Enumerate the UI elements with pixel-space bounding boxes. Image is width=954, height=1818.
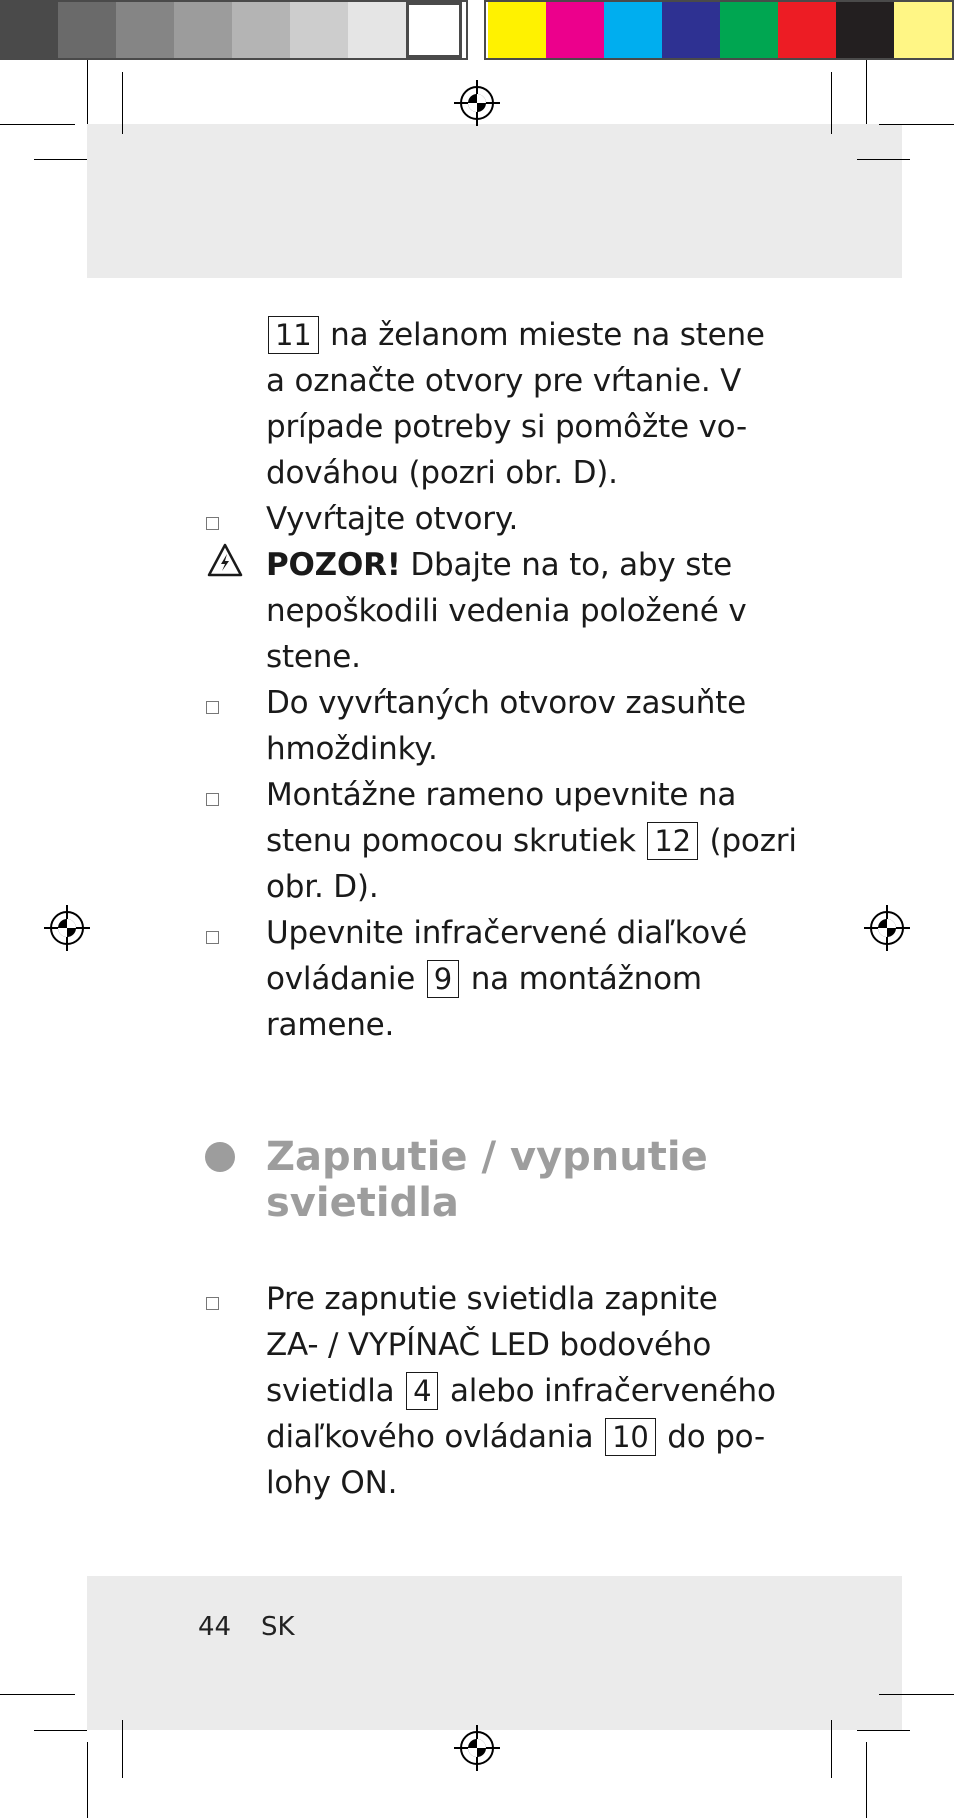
color-swatch <box>662 2 720 58</box>
text-line: lohy ON. <box>266 1465 398 1501</box>
color-swatch <box>604 2 662 58</box>
registration-mark-icon <box>454 80 500 126</box>
color-swatch <box>116 2 174 58</box>
color-swatch <box>290 2 348 58</box>
reference-number: 11 <box>268 316 319 354</box>
text-line: 11 na želanom mieste na stene <box>266 312 765 358</box>
registration-mark-icon <box>44 905 90 951</box>
list-item: Vyvŕtajte otvory. <box>266 501 519 537</box>
text-line: a označte otvory pre vŕtanie. V <box>266 363 742 399</box>
color-calibration-bar <box>0 0 954 62</box>
checkbox-bullet-icon <box>206 701 219 714</box>
section-heading: svietidla <box>266 1180 459 1226</box>
section-heading: Zapnutie / vypnutie <box>266 1134 708 1180</box>
text-line: nepoškodili vedenia položené v <box>266 593 747 629</box>
color-swatch <box>836 2 894 58</box>
list-item: Montážne rameno upevnite na <box>266 777 737 813</box>
color-swatch <box>232 2 290 58</box>
text-line: diaľkového ovládania 10 do po- <box>266 1419 765 1455</box>
footer-band <box>87 1576 902 1730</box>
registration-mark-icon <box>864 905 910 951</box>
reference-number: 10 <box>605 1418 656 1456</box>
text-line: hmoždinky. <box>266 731 438 767</box>
color-swatch <box>720 2 778 58</box>
checkbox-bullet-icon <box>206 1297 219 1310</box>
registration-mark-icon <box>454 1725 500 1771</box>
list-item: Upevnite infračervené diaľkové <box>266 915 748 951</box>
text-line: obr. D). <box>266 869 379 905</box>
warning-line: POZOR! Dbajte na to, aby ste <box>266 547 732 583</box>
text-line: stene. <box>266 639 361 675</box>
electric-warning-icon <box>206 542 244 578</box>
color-swatch <box>488 2 546 58</box>
text-line: stenu pomocou skrutiek 12 (pozri <box>266 823 797 859</box>
checkbox-bullet-icon <box>206 793 219 806</box>
reference-number: 9 <box>427 960 459 998</box>
text-line: svietidla 4 alebo infračerveného <box>266 1373 776 1409</box>
color-swatch <box>894 2 952 58</box>
color-swatch <box>348 2 406 58</box>
reference-number: 4 <box>406 1372 438 1410</box>
language-code: SK <box>261 1612 295 1642</box>
header-band <box>87 124 902 278</box>
list-item: Do vyvŕtaných otvorov zasuňte <box>266 685 746 721</box>
text-line: ZA- / VYPÍNAČ LED bodového <box>266 1327 712 1363</box>
section-bullet-icon <box>205 1142 235 1172</box>
list-item: Pre zapnutie svietidla zapnite <box>266 1281 718 1317</box>
color-swatch <box>0 2 58 58</box>
page-number: 44 <box>198 1612 232 1642</box>
warning-label: POZOR! <box>266 547 401 583</box>
color-swatch <box>778 2 836 58</box>
reference-number: 12 <box>647 822 698 860</box>
text-line: ovládanie 9 na montážnom <box>266 961 702 997</box>
text-line: dováhou (pozri obr. D). <box>266 455 618 491</box>
text-line: ramene. <box>266 1007 395 1043</box>
checkbox-bullet-icon <box>206 517 219 530</box>
color-swatch <box>58 2 116 58</box>
color-swatch <box>174 2 232 58</box>
color-swatch <box>406 2 462 58</box>
color-swatch <box>546 2 604 58</box>
checkbox-bullet-icon <box>206 931 219 944</box>
text-line: prípade potreby si pomôžte vo- <box>266 409 747 445</box>
